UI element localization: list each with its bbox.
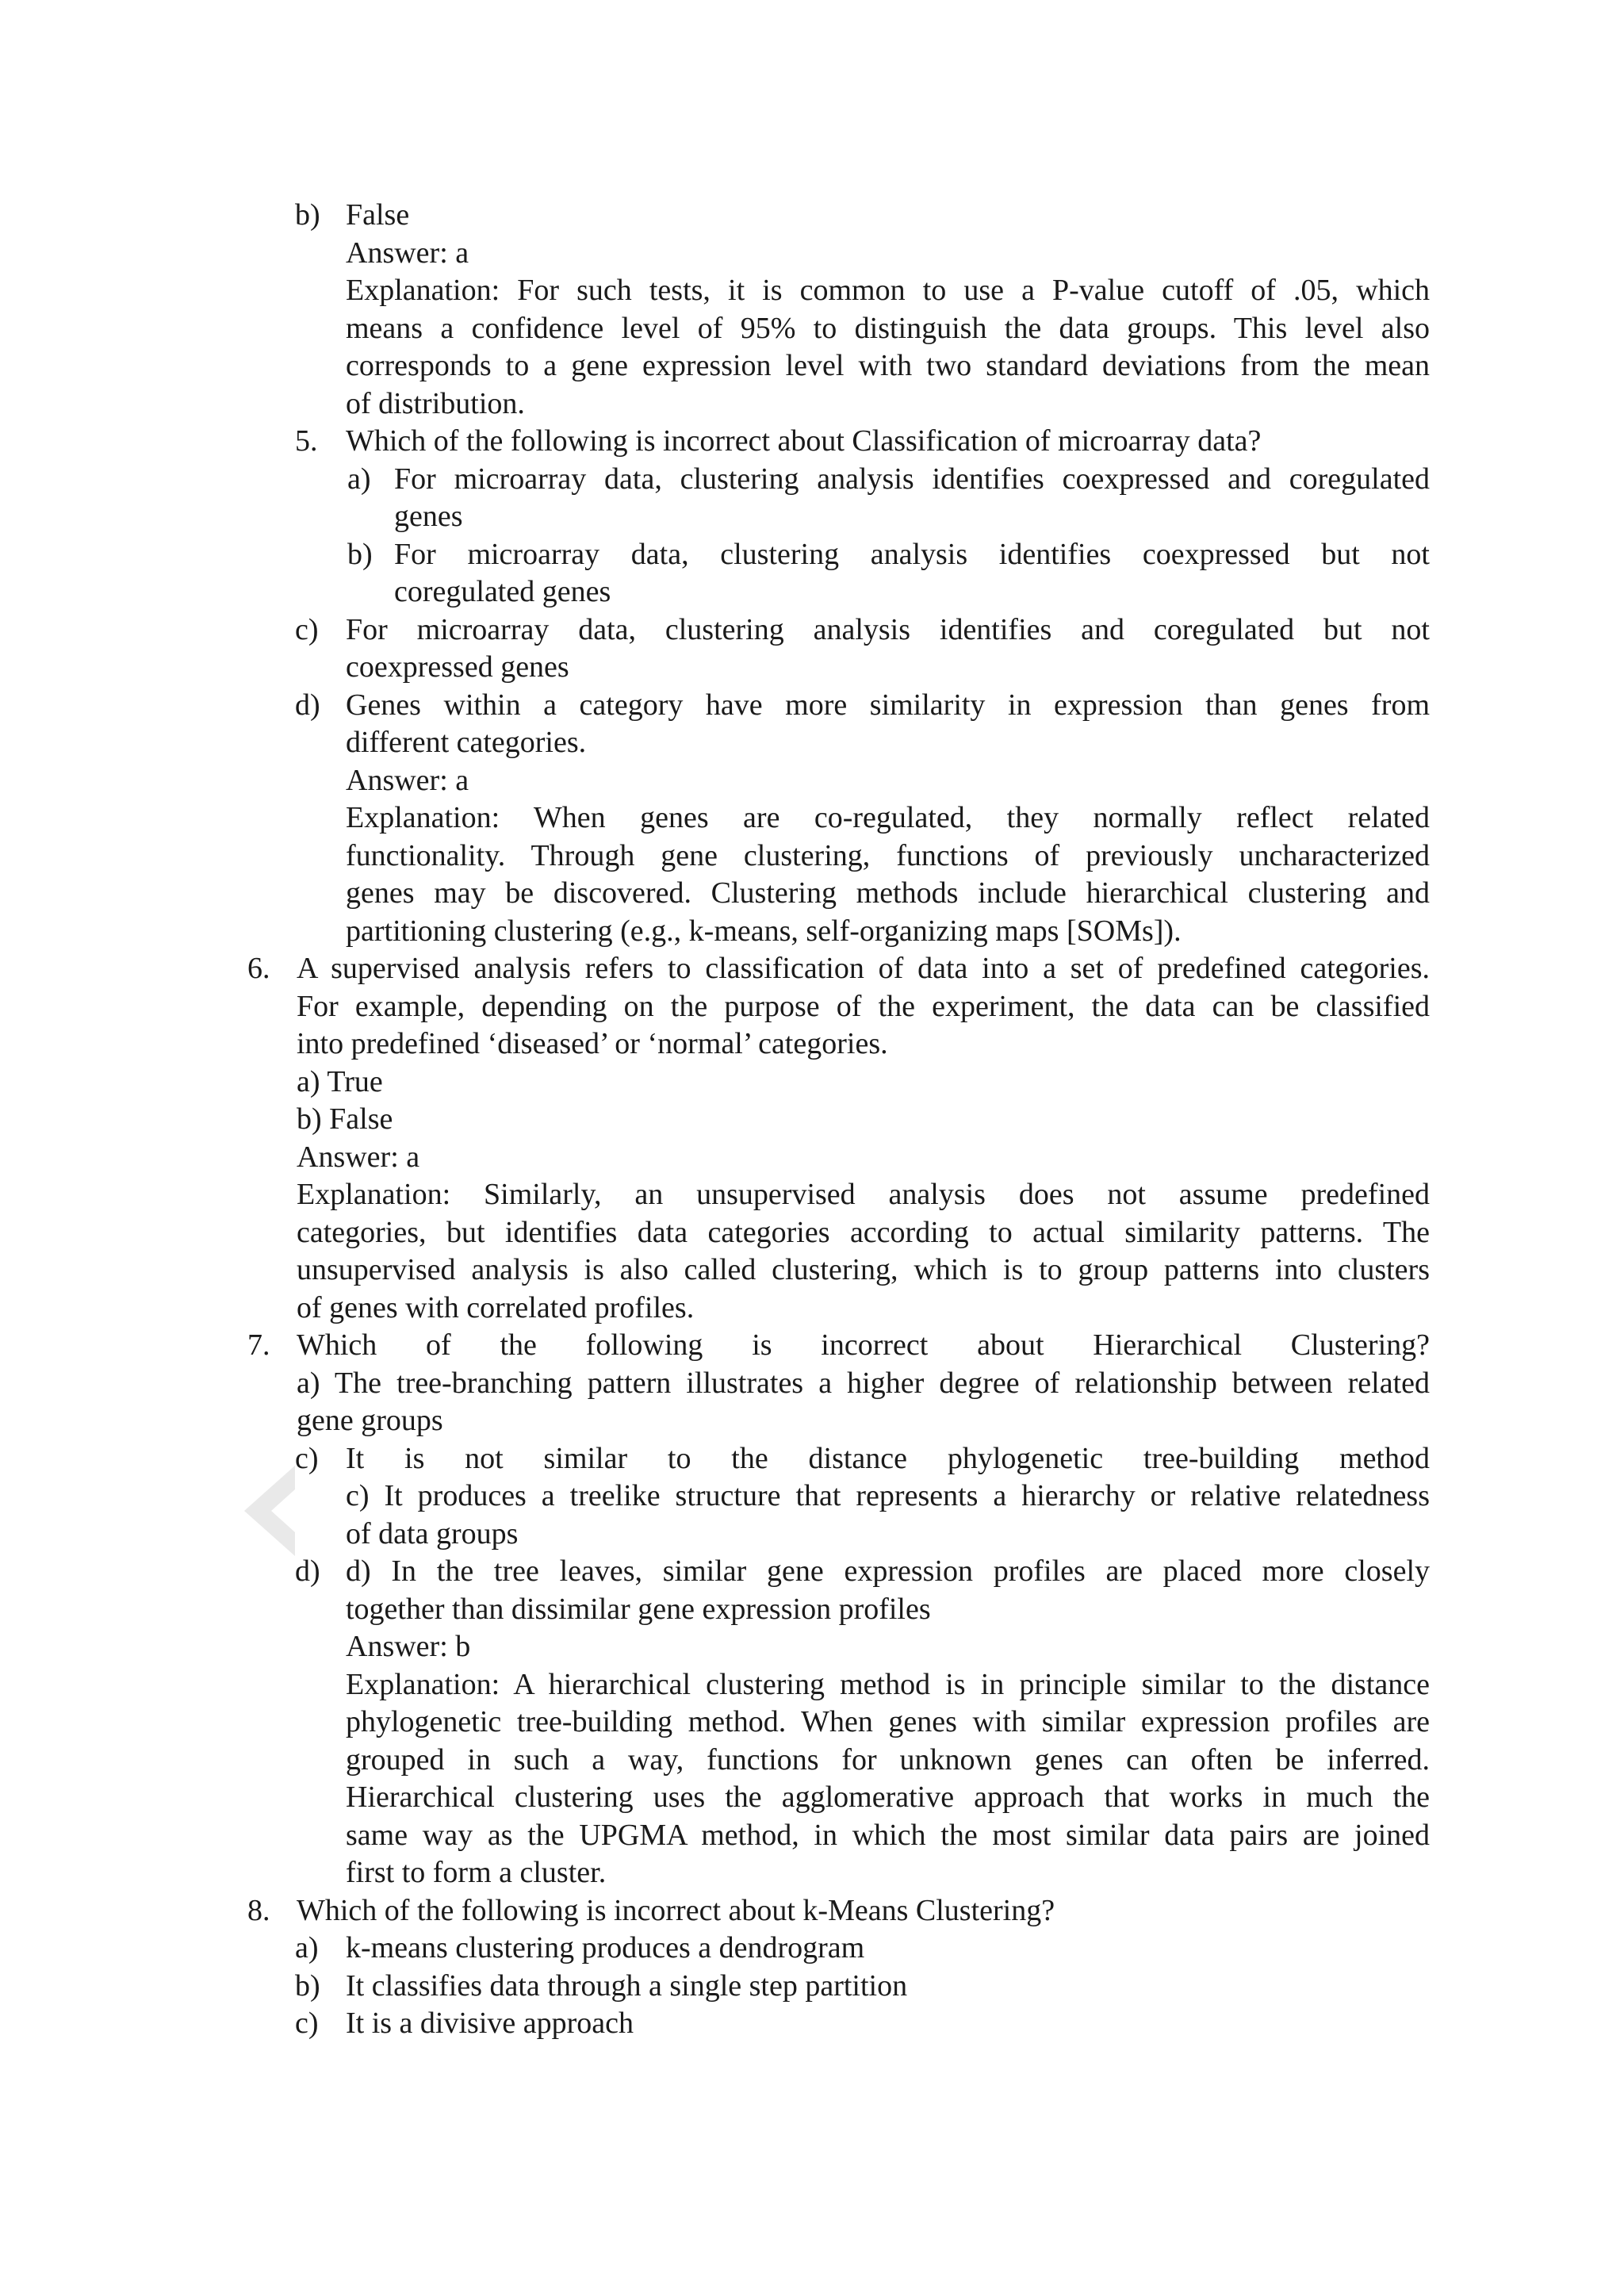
text-line — [0, 1139, 1624, 1177]
text-line — [0, 1779, 1624, 1817]
text-line — [0, 573, 1624, 611]
text-line — [0, 385, 1624, 424]
line-text: a) The tree-branching pattern illustrates a higher degree of relationship between related — [297, 1366, 1430, 1400]
list-marker: d) — [295, 688, 320, 722]
line-text: For example, depending on the purpose of the experiment, the data can be classified — [297, 989, 1430, 1023]
line-text: functionality. Through gene clustering, functions of previously uncharacterized — [346, 838, 1430, 872]
list-marker: 8. — [247, 1893, 270, 1927]
text-line — [0, 1591, 1624, 1629]
text-line — [0, 1742, 1624, 1780]
text-line — [0, 649, 1624, 687]
line-text: together than dissimilar gene expression profiles — [346, 1592, 931, 1626]
line-text: into predefined ‘diseased’ or ‘normal’ categories. — [297, 1027, 888, 1060]
text-line — [0, 988, 1624, 1026]
line-text: of genes with correlated profiles. — [297, 1290, 695, 1324]
text-line — [0, 423, 1624, 461]
line-text: gene groups — [297, 1404, 443, 1437]
text-line — [0, 1553, 1624, 1591]
text-line — [0, 1930, 1624, 1968]
line-text: Genes within a category have more similarity in expression than genes from — [346, 688, 1430, 722]
line-text: coexpressed genes — [346, 650, 569, 684]
line-text: different categories. — [346, 726, 587, 759]
text-line — [0, 1064, 1624, 1102]
list-marker: a) — [347, 462, 371, 496]
line-text: It is a divisive approach — [346, 2007, 634, 2040]
document-body — [0, 197, 1624, 2043]
line-text: A supervised analysis refers to classification of data into a set of predefined categories. — [297, 952, 1430, 985]
text-line — [0, 498, 1624, 536]
text-line — [0, 2005, 1624, 2043]
line-text: coregulated genes — [394, 575, 611, 608]
line-text: Explanation: Similarly, an unsupervised analysis does not assume predefined — [297, 1178, 1430, 1211]
line-text: Explanation: When genes are co-regulated, they normally reflect related — [346, 801, 1430, 834]
line-text: categories, but identifies data categories according to actual similarity patterns. The — [297, 1215, 1430, 1249]
text-line — [0, 1402, 1624, 1440]
text-line — [0, 1854, 1624, 1892]
line-text: unsupervised analysis is also called clustering, which is to group patterns into clusters — [297, 1253, 1430, 1286]
list-marker: b) — [295, 1968, 320, 2003]
list-marker: 6. — [247, 952, 270, 985]
text-line — [0, 913, 1624, 951]
line-text: of distribution. — [346, 386, 525, 420]
text-line — [0, 272, 1624, 310]
text-line — [0, 1817, 1624, 1855]
text-line — [0, 1251, 1624, 1290]
line-text: means a confidence level of 95% to distinguish the data groups. This level also — [346, 311, 1430, 345]
line-text: grouped in such a way, functions for unknown genes can often be inferred. — [346, 1742, 1430, 1777]
text-line — [0, 1214, 1624, 1252]
list-marker: c) — [295, 612, 319, 646]
list-marker: d) — [295, 1554, 320, 1588]
line-text: first to form a cluster. — [346, 1856, 607, 1889]
line-text: same way as the UPGMA method, in which the most similar data pairs are joined — [346, 1818, 1430, 1852]
list-marker: c) — [295, 1441, 319, 1475]
text-line — [0, 1704, 1624, 1742]
line-text: genes may be discovered. Clustering methods include hierarchical clustering and — [346, 876, 1430, 910]
text-line — [0, 1968, 1624, 2006]
text-line — [0, 347, 1624, 385]
line-text: For microarray data, clustering analysis identifies coexpressed and coregulated — [394, 462, 1430, 496]
line-text: corresponds to a gene expression level with two standard deviations from the mean — [346, 349, 1430, 382]
text-line — [0, 875, 1624, 913]
text-line — [0, 687, 1624, 725]
list-marker: b) — [295, 198, 320, 232]
text-line — [0, 1290, 1624, 1328]
text-line — [0, 1628, 1624, 1666]
line-text: of data groups — [346, 1516, 519, 1550]
text-line — [0, 1365, 1624, 1403]
list-marker: 7. — [247, 1328, 270, 1362]
text-line — [0, 1440, 1624, 1478]
line-text: c) It produces a treelike structure that represents a hierarchy or relative relatedness — [346, 1479, 1430, 1512]
list-marker: b) — [347, 537, 373, 571]
text-line — [0, 1666, 1624, 1704]
text-line — [0, 1025, 1624, 1064]
text-line — [0, 235, 1624, 273]
line-text: b) False — [297, 1102, 393, 1136]
line-text: genes — [394, 500, 463, 533]
text-line — [0, 799, 1624, 838]
line-text: It classifies data through a single step partition — [346, 1968, 908, 2003]
text-line — [0, 838, 1624, 876]
line-text: Which of the following is incorrect about k-Means Clustering? — [297, 1893, 1055, 1927]
list-marker: 5. — [295, 424, 318, 458]
line-text: Which of the following is incorrect about Hierarchical Clustering? — [297, 1328, 1430, 1362]
line-text: d) In the tree leaves, similar gene expression profiles are placed more closely — [346, 1554, 1430, 1588]
line-text: Hierarchical clustering uses the agglomerative approach that works in much the — [346, 1780, 1430, 1814]
line-text: Which of the following is incorrect about Classification of microarray data? — [346, 424, 1262, 458]
line-text: For microarray data, clustering analysis identifies and coregulated but not — [346, 612, 1430, 646]
text-line — [0, 762, 1624, 800]
line-text: Answer: b — [346, 1630, 471, 1663]
line-text: Answer: a — [346, 763, 469, 797]
line-text: Answer: a — [297, 1140, 420, 1174]
text-line — [0, 1478, 1624, 1516]
line-text: It is not similar to the distance phylogenetic tree-building method — [346, 1441, 1430, 1475]
text-line — [0, 950, 1624, 988]
line-text: k-means clustering produces a dendrogram — [346, 1931, 865, 1964]
text-line — [0, 724, 1624, 762]
text-line — [0, 461, 1624, 499]
list-marker: a) — [295, 1931, 319, 1964]
text-line — [0, 1176, 1624, 1214]
line-text: False — [346, 198, 410, 232]
list-marker: c) — [295, 2007, 319, 2040]
text-line — [0, 536, 1624, 574]
line-text: a) True — [297, 1064, 383, 1098]
line-text: Explanation: A hierarchical clustering method is in principle similar to the distance — [346, 1667, 1430, 1701]
line-text: Explanation: For such tests, it is common to use a P-value cutoff of .05, which — [346, 274, 1430, 307]
text-line — [0, 1327, 1624, 1365]
line-text: phylogenetic tree-building method. When genes with similar expression profiles are — [346, 1705, 1430, 1738]
text-line — [0, 1516, 1624, 1554]
text-line — [0, 197, 1624, 235]
text-line — [0, 1892, 1624, 1930]
text-line — [0, 310, 1624, 348]
line-text: Answer: a — [346, 236, 469, 270]
text-line — [0, 611, 1624, 650]
text-line — [0, 1101, 1624, 1139]
line-text: partitioning clustering (e.g., k-means, self-organizing maps [SOMs]). — [346, 914, 1182, 948]
line-text: For microarray data, clustering analysis identifies coexpressed but not — [394, 537, 1430, 571]
